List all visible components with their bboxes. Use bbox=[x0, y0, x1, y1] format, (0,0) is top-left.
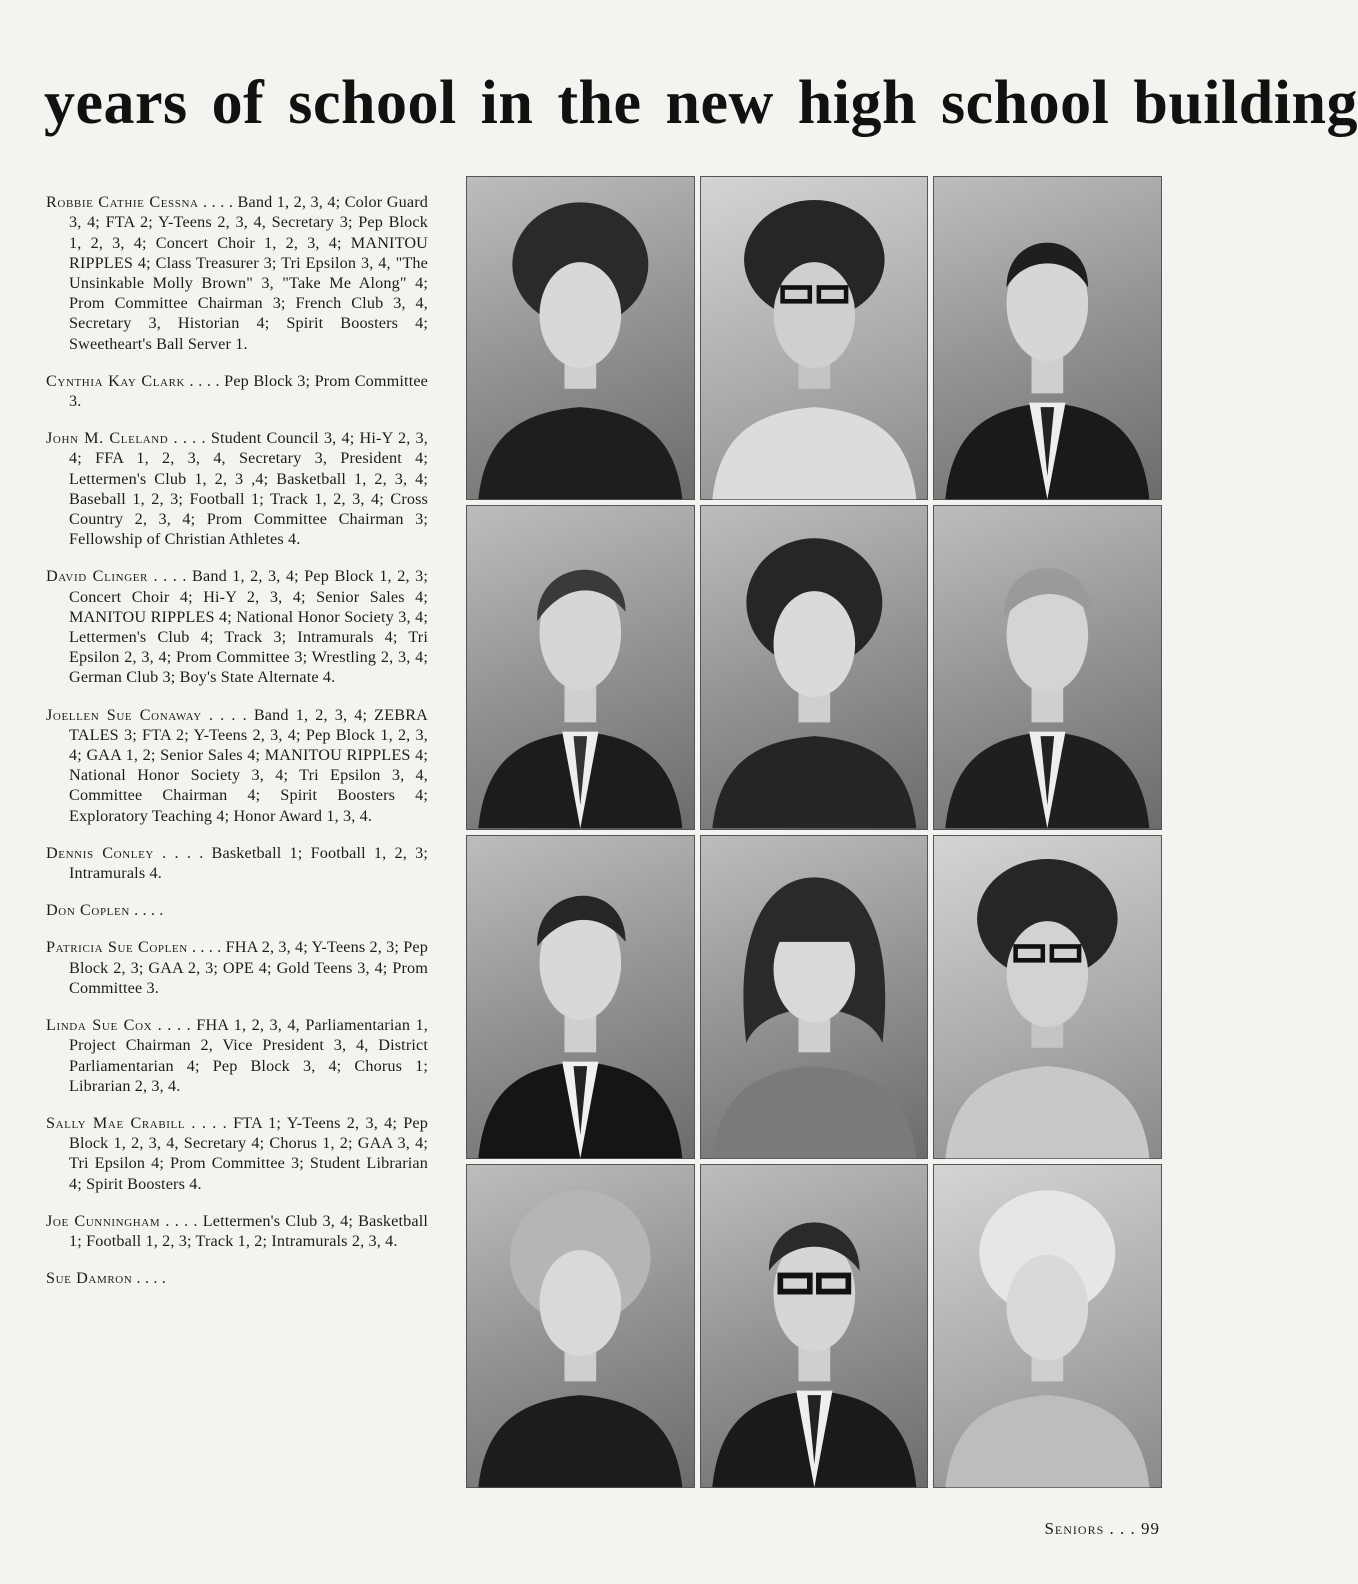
senior-bio bbox=[46, 843, 428, 883]
senior-name: Don Coplen bbox=[46, 901, 130, 920]
portrait-photo bbox=[466, 176, 695, 500]
portrait-photo bbox=[700, 835, 929, 1159]
senior-bio bbox=[46, 900, 428, 920]
page-headline: years of school in the new high school building bbox=[44, 69, 1358, 137]
portrait-photo bbox=[466, 835, 695, 1159]
senior-activities: . . . . FTA 1; Y-Teens 2, 3, 4; Pep Block 1, 2, 3, 4, Secretary 4; Chorus 1, 2; GAA 3, 4; Tri Epsilon 4; Prom Committee 3; Student Librarian 4; Spirit Boosters 4. bbox=[69, 1113, 428, 1193]
senior-bio bbox=[46, 1015, 428, 1096]
senior-activities: . . . . Lettermen's Club 3, 4; Basketball 1; Football 1, 2, 3; Track 1, 2; Intramurals 2, 3, 4. bbox=[69, 1211, 428, 1250]
portrait-photo bbox=[466, 505, 695, 829]
senior-bio-list bbox=[46, 176, 428, 1305]
senior-bio bbox=[46, 1268, 428, 1288]
portrait-photo bbox=[466, 1164, 695, 1488]
senior-activities: . . . . Student Council 3, 4; Hi-Y 2, 3, 4; FFA 1, 2, 3, 4, Secretary 3, President 4; Lettermen's Club 1, 2, 3 ,4; Basketball 1, 2, 3, 4; Baseball 1, 2, 3; Football 1; Track 1, 2, 3, 4; Cross Country 2, 3, 4; Prom Committee Chairman 3; Fellowship of Christian Athletes 4. bbox=[69, 429, 428, 549]
senior-name: Linda Sue Cox bbox=[46, 1016, 153, 1035]
senior-activities: . . . . Band 1, 2, 3, 4; Color Guard 3, 4; FTA 2; Y-Teens 2, 3, 4, Secretary 3; Pep Block 1, 2, 3, 4; Concert Choir 1, 2, 3, 4; MANITOU RIPPLES 4; Class Treasurer 3; Tri Epsilon 3, 4, "The Unsinkable Molly Brown" 3, "Take Me Along" 4; Prom Committee Chairman 3; French Club 3, 4, Secretary 3, Historian 4; Spirit Boosters 4; Sweetheart's Ball Server 1. bbox=[69, 193, 428, 353]
senior-name: Dennis Conley bbox=[46, 843, 154, 862]
senior-bio bbox=[46, 1113, 428, 1194]
senior-bio bbox=[46, 428, 428, 549]
senior-name: Robbie Cathie Cessna bbox=[46, 193, 199, 212]
portrait-photo bbox=[700, 1164, 929, 1488]
senior-bio bbox=[46, 937, 428, 998]
senior-name: Sue Damron bbox=[46, 1269, 133, 1288]
senior-name: John M. Cleland bbox=[46, 429, 169, 448]
senior-activities: . . . . Pep Block 3; Prom Committee 3. bbox=[69, 371, 429, 411]
senior-name: Joe Cunningham bbox=[46, 1211, 161, 1230]
portrait-grid bbox=[466, 176, 1162, 1488]
senior-activities: . . . . Band 1, 2, 3, 4; Pep Block 1, 2, 3; Concert Choir 4; Hi-Y 2, 3, 4; Senior Sales 4; MANITOU RIPPLES 4; National Honor Society 3, 4; Lettermen's Club 4; Track 3; Intramurals 4; Tri Epsilon 2, 3, 4; Prom Committee 3; Wrestling 2, 3, 4; German Club 3; Boy's State Alternate 4. bbox=[69, 567, 428, 687]
portrait-photo bbox=[933, 1164, 1162, 1488]
portrait-photo bbox=[933, 176, 1162, 500]
senior-activities: . . . . bbox=[129, 901, 164, 920]
section-label: Seniors bbox=[1044, 1519, 1105, 1538]
senior-name: Patricia Sue Coplen bbox=[46, 938, 188, 957]
senior-activities: . . . . Band 1, 2, 3, 4; ZEBRA TALES 3; FTA 2; Y-Teens 2, 3, 4; Pep Block 1, 2, 3, 4; GAA 1, 2; Senior Sales 4; MANITOU RIPPLES 4; National Honor Society 3, 4; Tri Epsilon 3, 4, Committee Chairman 4; Spirit Boosters 4; Exploratory Teaching 4; Honor Award 1, 3, 4. bbox=[69, 705, 428, 825]
page-number: 99 bbox=[1141, 1519, 1160, 1538]
senior-bio bbox=[46, 566, 428, 687]
senior-name: David Clinger bbox=[46, 567, 148, 586]
senior-name: Sally Mae Crabill bbox=[46, 1113, 186, 1132]
senior-name: Joellen Sue Conaway bbox=[46, 705, 202, 724]
senior-name: Cynthia Kay Clark bbox=[46, 371, 186, 390]
page-footer bbox=[1044, 1519, 1160, 1539]
senior-bio bbox=[46, 705, 428, 826]
senior-activities: . . . . Basketball 1; Football 1, 2, 3; Intramurals 4. bbox=[69, 843, 428, 883]
senior-activities: . . . . FHA 2, 3, 4; Y-Teens 2, 3; Pep Block 2, 3; GAA 2, 3; OPE 4; Gold Teens 3, 4; Prom Committee 3. bbox=[69, 938, 428, 997]
footer-separator: . . . bbox=[1104, 1519, 1141, 1538]
senior-bio bbox=[46, 1211, 428, 1251]
senior-bio bbox=[46, 192, 428, 354]
senior-activities: . . . . bbox=[132, 1269, 166, 1288]
portrait-photo bbox=[933, 835, 1162, 1159]
portrait-photo bbox=[700, 176, 929, 500]
senior-bio bbox=[46, 371, 428, 411]
senior-activities: . . . . FHA 1, 2, 3, 4, Parliamentarian 1, Project Chairman 2, Vice President 3, 4, District Parliamentarian 4; Pep Block 3, 4; Chorus 1; Librarian 2, 3, 4. bbox=[69, 1016, 428, 1095]
portrait-photo bbox=[700, 505, 929, 829]
portrait-photo bbox=[933, 505, 1162, 829]
